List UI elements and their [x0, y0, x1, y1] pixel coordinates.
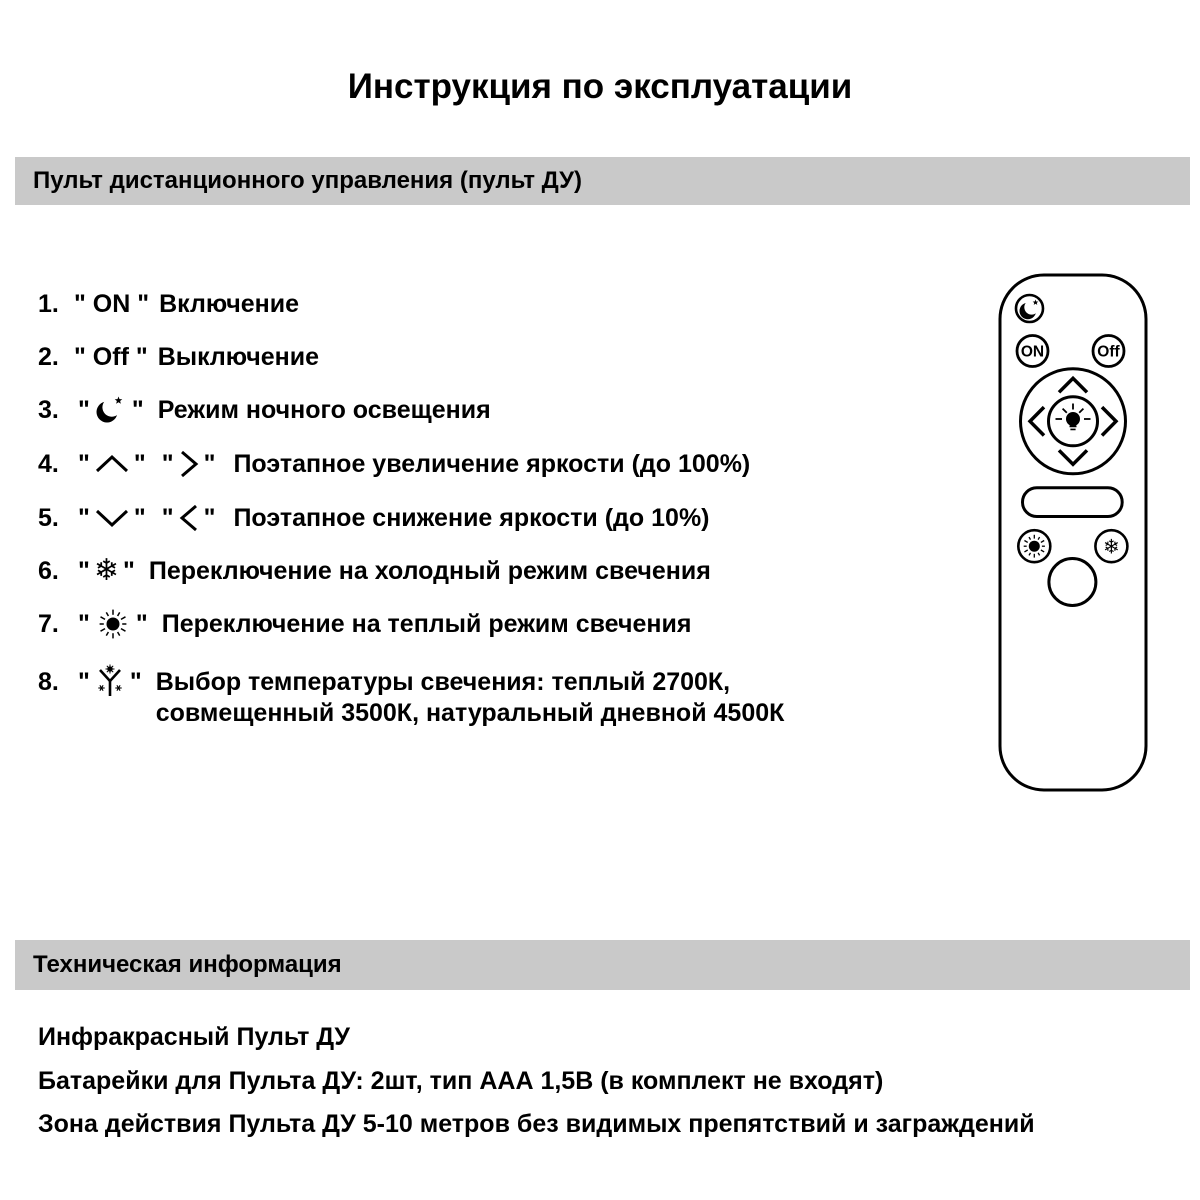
- chevron-left-icon: [178, 503, 200, 533]
- list-item-label: Поэтапное снижение яркости (до 10%): [233, 503, 710, 532]
- remote-cold-mode-button: [1095, 530, 1127, 562]
- remote-pill-button: [1023, 488, 1123, 517]
- off-button-label: " Off ": [74, 342, 148, 371]
- tech-info-line-3: Зона действия Пульта ДУ 5-10 метров без видимых препятствий и заграждений: [38, 1110, 1035, 1138]
- list-item-temperature-select: [38, 664, 784, 729]
- quote-mark: ": [133, 503, 146, 532]
- section-heading-tech-info: [15, 940, 1190, 990]
- quote-mark: ": [131, 395, 144, 424]
- list-item-label: [156, 667, 785, 729]
- list-item-off: [38, 339, 319, 375]
- quote-mark: ": [133, 449, 146, 478]
- quote-mark: ": [161, 449, 174, 478]
- tech-info-line-2: Батарейки для Пульта ДУ: 2шт, тип ААА 1,5В (в комплект не входят): [38, 1067, 884, 1095]
- remote-on-label: ON: [1020, 343, 1045, 361]
- list-item-label-line2: совмещенный 3500К, натуральный дневной 4500К: [155, 699, 785, 727]
- chevron-up-icon: [94, 453, 130, 475]
- remote-off-button: [1093, 336, 1124, 367]
- quote-mark: ": [129, 668, 142, 696]
- list-number: 6.: [38, 556, 59, 585]
- sun-icon: [1029, 541, 1040, 552]
- remote-off-label: Off: [1097, 343, 1120, 361]
- quote-mark: ": [78, 609, 90, 638]
- sun-warm-mode-icon: [94, 605, 132, 643]
- quote-mark: ": [78, 449, 90, 478]
- quote-mark: ": [78, 668, 90, 696]
- list-number: 3.: [38, 395, 59, 424]
- chevron-down-icon: [94, 507, 130, 529]
- section-heading-text: Техническая информация: [33, 951, 342, 978]
- list-item-label: Режим ночного освещения: [157, 395, 491, 424]
- remote-warm-mode-button: [1018, 530, 1050, 562]
- list-number: 8.: [38, 668, 59, 696]
- quote-mark: ": [78, 556, 90, 585]
- section-heading-text: Пульт дистанционного управления (пульт ДУ): [33, 167, 582, 194]
- remote-dpad: [1021, 369, 1126, 474]
- list-item-label: Переключение на теплый режим свечения: [161, 609, 692, 638]
- section-heading-remote-control: [15, 157, 1190, 205]
- list-item-brightness-down: [38, 500, 710, 536]
- remote-on-button: [1017, 336, 1048, 367]
- list-number: 4.: [38, 449, 59, 478]
- list-item-night-mode: [38, 392, 491, 428]
- quote-mark: ": [161, 503, 174, 532]
- list-number: 7.: [38, 609, 59, 638]
- quote-mark: ": [203, 449, 216, 478]
- list-number: 1.: [38, 289, 59, 318]
- list-item-label-line1: Выбор температуры свечения: теплый 2700К,: [155, 668, 731, 696]
- list-item-on: [38, 286, 299, 322]
- snowflake-cold-mode-icon: ❄: [93, 553, 119, 588]
- list-item-cold-mode: [38, 553, 711, 589]
- list-number: 2.: [38, 342, 59, 371]
- list-item-label: Переключение на холодный режим свечения: [148, 556, 711, 585]
- list-item-warm-mode: [38, 606, 691, 642]
- remote-control-illustration: [990, 270, 1160, 800]
- temperature-select-icon: [94, 663, 126, 701]
- snowflake-icon: ❄: [1103, 534, 1120, 559]
- quote-mark: ": [78, 503, 90, 532]
- tech-info-line-1: Инфракрасный Пульт ДУ: [38, 1023, 350, 1051]
- quote-mark: ": [203, 503, 216, 532]
- remote-night-mode-button: [1016, 295, 1043, 322]
- list-item-label: Поэтапное увеличение яркости (до 100%): [233, 449, 751, 478]
- remote-bottom-button: [1049, 559, 1096, 606]
- list-item-label: Включение: [159, 289, 300, 318]
- quote-mark: ": [78, 395, 90, 424]
- list-item-label: Выключение: [157, 342, 319, 371]
- page-title: Инструкция по эксплуатации: [347, 67, 853, 106]
- list-item-brightness-up: [38, 446, 750, 482]
- on-button-label: " ON ": [74, 289, 150, 318]
- moon-night-mode-icon: [94, 393, 128, 427]
- list-number: 5.: [38, 503, 59, 532]
- quote-mark: ": [135, 609, 148, 638]
- quote-mark: ": [123, 556, 135, 585]
- chevron-right-icon: [178, 449, 200, 479]
